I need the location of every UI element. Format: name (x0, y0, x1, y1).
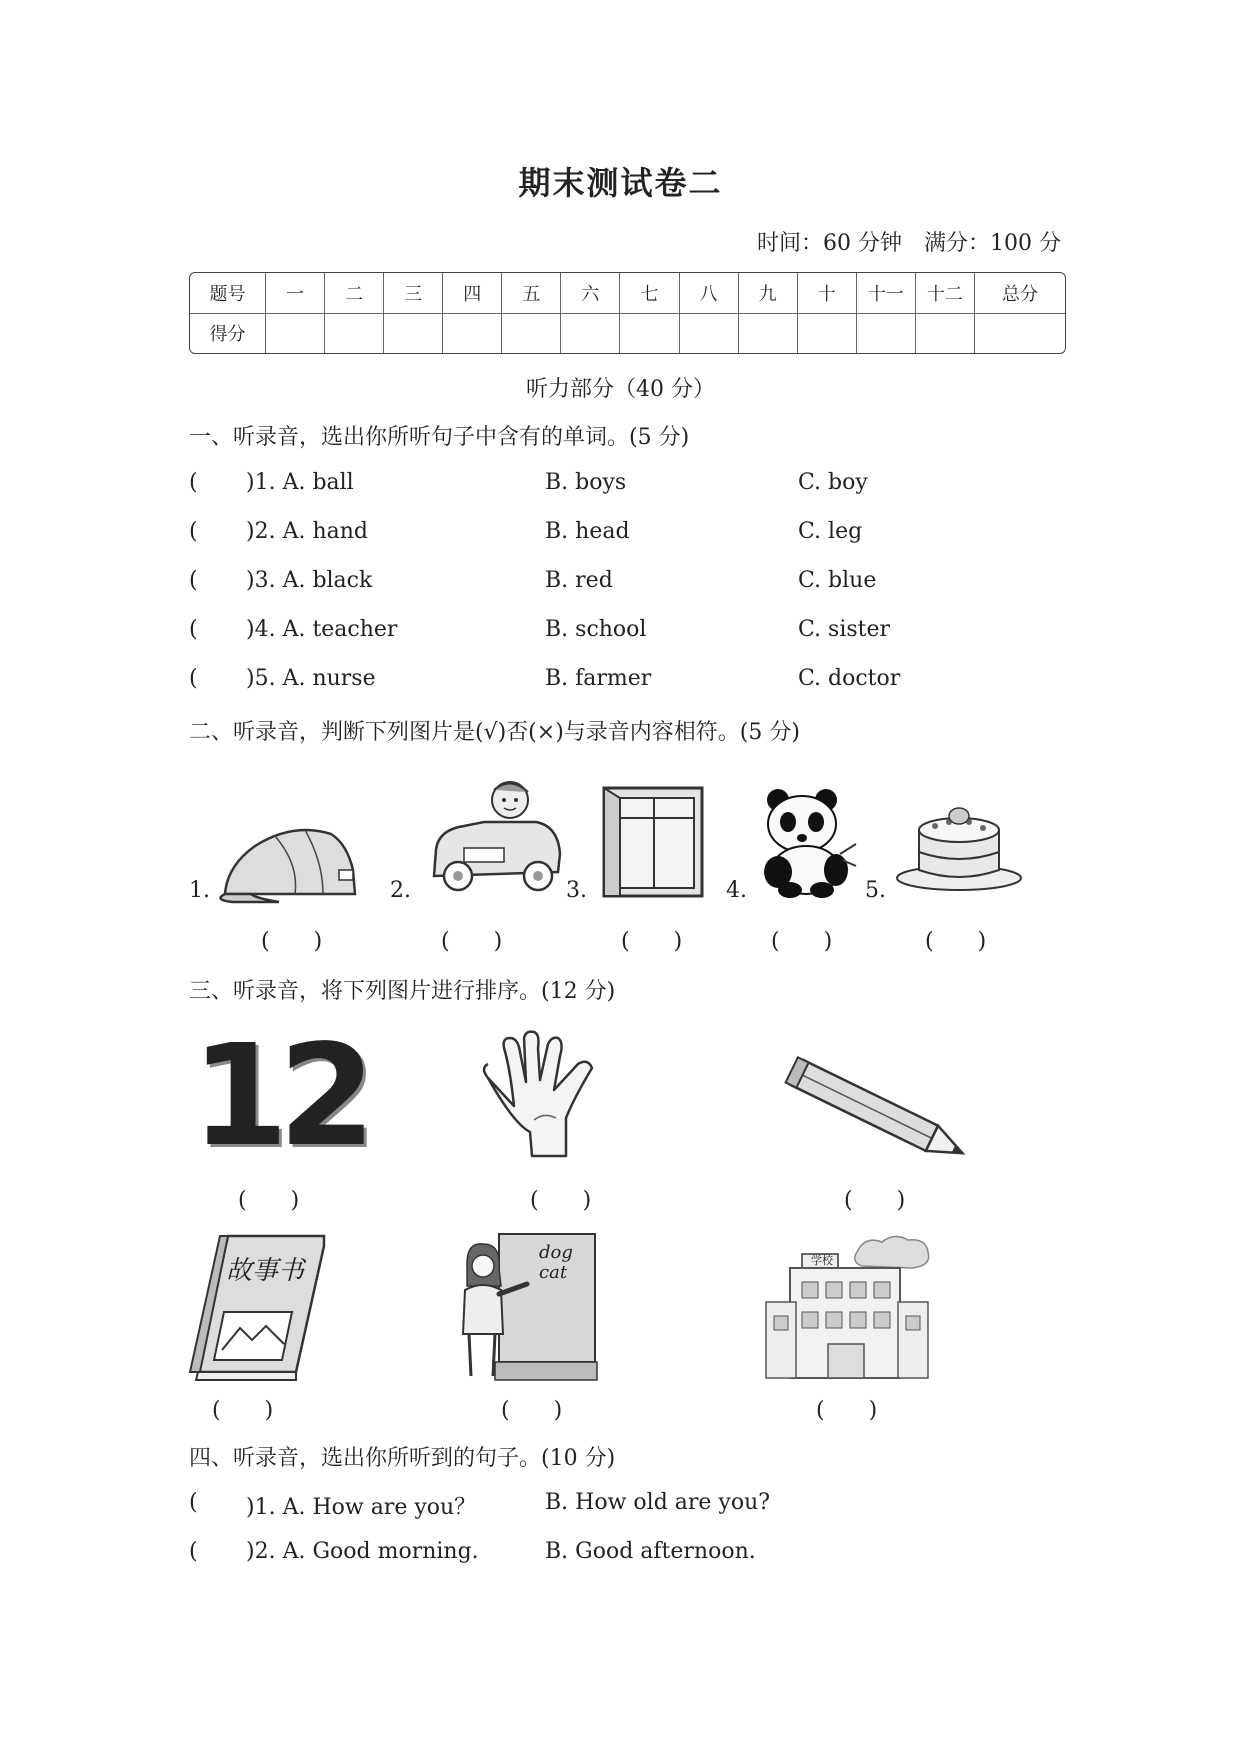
school-sign: 学校 (811, 1254, 833, 1267)
score-cell[interactable] (739, 314, 798, 353)
score-cell[interactable] (975, 314, 1065, 353)
question-option-c: C. blue (798, 568, 877, 593)
table-header-cell: 总分 (975, 273, 1065, 314)
table-header-cell: 五 (502, 273, 561, 314)
score-cell[interactable] (443, 314, 502, 353)
question-option-a: )2. A. hand (246, 519, 368, 544)
car-icon (424, 772, 566, 904)
question-option-a: )3. A. black (246, 568, 373, 593)
answer-blank[interactable]: ( ) (925, 929, 987, 954)
score-table-score-row (190, 314, 1065, 353)
score-cell[interactable] (857, 314, 916, 353)
table-header-cell: 一 (266, 273, 325, 314)
table-header-cell: 九 (739, 273, 798, 314)
storybook-icon (188, 1232, 328, 1382)
question-option-a: )1. A. ball (246, 470, 354, 495)
answer-paren[interactable]: ( (189, 1539, 198, 1564)
number-twelve-text: 12 (191, 1015, 366, 1178)
section-4-title: 四、听录音，选出你所听到的句子。(10 分) (189, 1446, 616, 1471)
answer-blank[interactable]: ( ) (238, 1188, 300, 1213)
question-option-a: )2. A. Good morning. (246, 1539, 479, 1564)
section-3-title: 三、听录音，将下列图片进行排序。(12 分) (189, 979, 616, 1004)
score-table (189, 272, 1066, 354)
teacher-icon (461, 1230, 597, 1380)
answer-blank[interactable]: ( ) (621, 929, 683, 954)
table-header-cell: 三 (384, 273, 443, 314)
answer-paren[interactable]: ( (189, 470, 198, 495)
answer-blank[interactable]: ( ) (501, 1398, 563, 1423)
question-option-b: B. boys (545, 470, 627, 495)
picture-label: 1. (189, 878, 210, 903)
table-header-cell: 十二 (916, 273, 975, 314)
score-table-header-row (190, 273, 1065, 314)
section-2-title: 二、听录音，判断下列图片是(√)否(×)与录音内容相符。(5 分) (189, 720, 800, 745)
picture-label: 2. (390, 878, 411, 903)
answer-blank[interactable]: ( ) (530, 1188, 592, 1213)
question-option-b: B. head (545, 519, 630, 544)
table-header-cell: 十一 (857, 273, 916, 314)
answer-blank[interactable]: ( ) (771, 929, 833, 954)
answer-blank[interactable]: ( ) (844, 1188, 906, 1213)
cap-icon (215, 808, 375, 904)
school-icon (762, 1232, 932, 1382)
question-option-c: C. leg (798, 519, 863, 544)
question-option-c: C. sister (798, 617, 891, 642)
table-header-cell: 七 (620, 273, 679, 314)
answer-paren[interactable]: ( (189, 617, 198, 642)
cake-icon (895, 796, 1025, 892)
score-cell[interactable] (384, 314, 443, 353)
pencil-icon (780, 1060, 976, 1164)
question-option-b: B. school (545, 617, 647, 642)
question-option-b: B. red (545, 568, 613, 593)
question-option-b: B. Good afternoon. (545, 1539, 756, 1564)
listening-header: 听力部分（40 分） (526, 377, 715, 402)
table-row-label: 题号 (190, 273, 266, 314)
table-header-cell: 八 (680, 273, 739, 314)
picture-label: 5. (865, 878, 886, 903)
table-header-cell: 十 (798, 273, 857, 314)
answer-blank[interactable]: ( ) (261, 929, 323, 954)
answer-paren[interactable]: ( (189, 666, 198, 691)
table-header-cell: 四 (443, 273, 502, 314)
page-title: 期末测试卷二 (518, 164, 723, 202)
question-option-c: C. boy (798, 470, 868, 495)
question-option-a: )4. A. teacher (246, 617, 398, 642)
table-header-cell: 六 (561, 273, 620, 314)
question-option-c: C. doctor (798, 666, 901, 691)
number-twelve-icon (191, 1015, 366, 1178)
answer-paren[interactable]: ( (189, 568, 198, 593)
question-option-b: B. How old are you? (545, 1490, 771, 1515)
table-header-cell: 二 (325, 273, 384, 314)
score-cell[interactable] (325, 314, 384, 353)
score-cell[interactable] (680, 314, 739, 353)
answer-paren[interactable]: ( (189, 1490, 198, 1515)
answer-paren[interactable]: ( (189, 519, 198, 544)
storybook-title: 故事书 (226, 1256, 305, 1286)
answer-blank[interactable]: ( ) (441, 929, 503, 954)
window-icon (596, 784, 708, 900)
answer-blank[interactable]: ( ) (816, 1398, 878, 1423)
question-option-b: B. farmer (545, 666, 652, 691)
score-cell[interactable] (266, 314, 325, 353)
score-cell[interactable] (916, 314, 975, 353)
board-word: cat (539, 1262, 568, 1283)
picture-label: 4. (726, 878, 747, 903)
score-cell[interactable] (798, 314, 857, 353)
panda-icon (756, 784, 858, 898)
answer-blank[interactable]: ( ) (212, 1398, 274, 1423)
time-info: 时间：60 分钟 满分：100 分 (757, 231, 1061, 256)
picture-label: 3. (566, 878, 587, 903)
question-option-a: )5. A. nurse (246, 666, 376, 691)
section-1-title: 一、听录音，选出你所听句子中含有的单词。(5 分) (189, 425, 690, 450)
score-cell[interactable] (620, 314, 679, 353)
table-row-label: 得分 (190, 314, 266, 353)
hand-icon (474, 1028, 598, 1160)
board-word: dog (539, 1242, 573, 1263)
score-cell[interactable] (502, 314, 561, 353)
score-cell[interactable] (561, 314, 620, 353)
question-option-a: )1. A. How are you？ (246, 1495, 477, 1520)
